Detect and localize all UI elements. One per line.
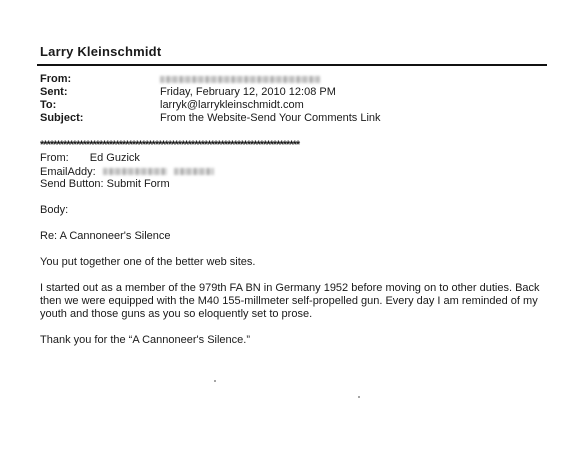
body-paragraph-1: You put together one of the better web sites. [40, 256, 256, 268]
from-redacted-value [160, 73, 320, 87]
form-from-label: From: [40, 152, 69, 164]
form-from-line [40, 152, 140, 165]
sent-value: Friday, February 12, 2010 12:08 PM [160, 86, 336, 98]
header-divider [37, 64, 547, 66]
re-line: Re: A Cannoneer's Silence [40, 230, 171, 242]
body-label: Body: [40, 204, 69, 216]
form-send-button-line: Send Button: Submit Form [40, 178, 170, 190]
redacted-email-blur [160, 76, 320, 83]
scan-speck [214, 380, 216, 382]
subject-label: Subject: [40, 112, 84, 124]
body-paragraph-3: Thank you for the “A Cannoneer's Silence.” [40, 334, 250, 346]
redacted-email-blur [174, 168, 214, 175]
subject-value: From the Website-Send Your Comments Link [160, 112, 381, 124]
to-label: To: [40, 99, 57, 111]
to-value: larryk@larrykleinschmidt.com [160, 99, 304, 111]
from-label: From: [40, 73, 72, 85]
form-from-value: Ed Guzick [89, 152, 140, 164]
form-email-line [40, 165, 214, 179]
body-paragraph-2: I started out as a member of the 979th FA BN in Germany 1952 before moving on to other duties. Back then we were equipped with the M40 155-millmeter self-propelled gun. Every day I am reminded of my youth and those guns as you so eloquently set to prose. [40, 282, 540, 320]
scan-speck [358, 396, 360, 398]
asterisk-separator: ******************************************************************************* [40, 139, 300, 151]
form-email-label: EmailAddy: [40, 166, 96, 178]
sender-name-heading: Larry Kleinschmidt [40, 44, 162, 59]
sent-label: Sent: [40, 86, 68, 98]
redacted-email-blur [103, 168, 167, 175]
